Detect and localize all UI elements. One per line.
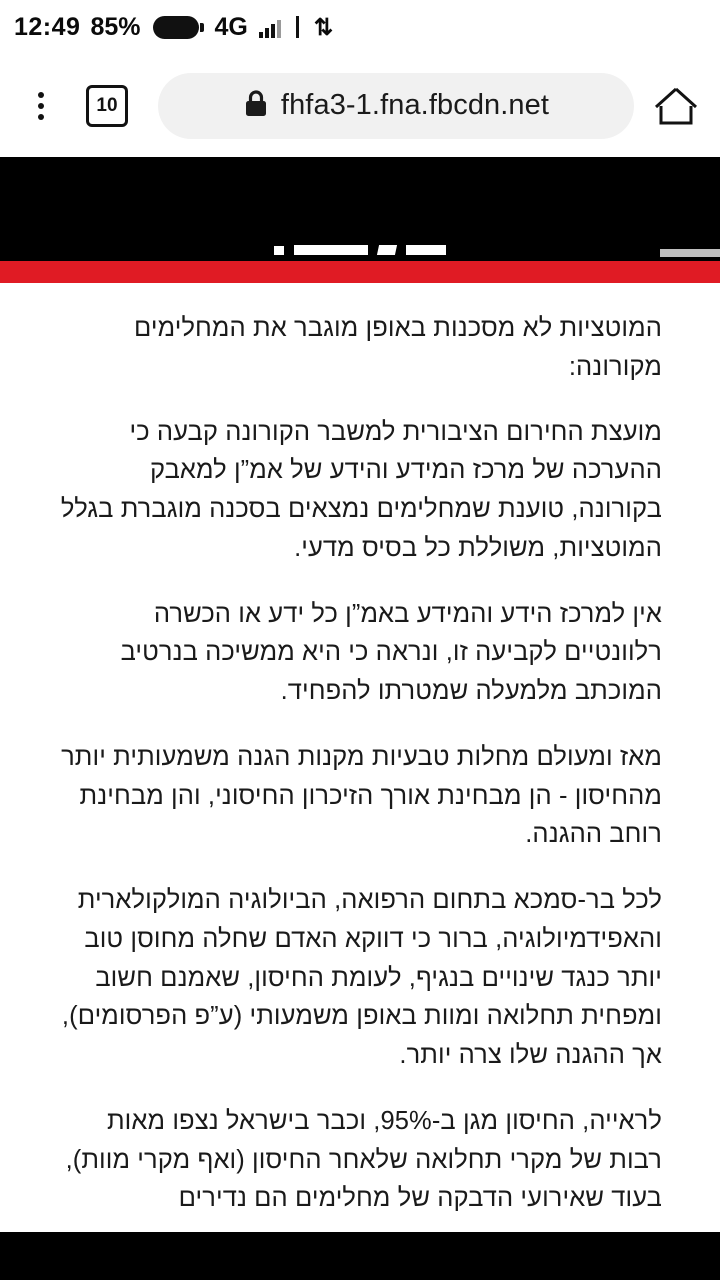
page-letterbox-bottom (0, 1232, 720, 1280)
article-paragraph: לראייה, החיסון מגן ב-95%, וכבר בישראל נצפו מאות רבות של מקרי תחלואה שלאחר החיסון (ואף מקרי מוות), בעוד שאירועי הדבקה של מחלימים הם נדירים (65, 1106, 662, 1213)
article-paragraph: מאז ומעולם מחלות טבעיות מקנות הגנה משמעותית יותר מהחיסון - הן מבחינת אורך הזיכרון החיסוני, והן מבחינת רוחב ההגנה. (61, 742, 662, 849)
battery-full-icon (153, 16, 199, 39)
omnibox[interactable] (158, 73, 634, 139)
tab-count-label: 10 (96, 94, 118, 116)
web-page-viewport[interactable] (0, 157, 720, 1280)
article-paragraph: לכל בר-סמכא בתחום הרפואה, הביולוגיה המולקולארית והאפידמיולוגיה, ברור כי דווקא האדם שחלה מחוסן טוב יותר כנגד שינויים בנגיף, לעומת החיסון, שאמנם חשוב ומפחית תחלואה ומוות באופן משמעותי (ע”פ הפרסומים), אך ההגנה שלו צרה יותר. (61, 886, 662, 1069)
signal-bars-icon (259, 16, 281, 38)
site-brand-band (0, 261, 720, 283)
data-transfer-arrows-icon: ⇅ (313, 13, 334, 40)
masthead-logo-remnant (0, 229, 720, 255)
page-letterbox-top (0, 157, 720, 261)
status-clock: 12:49 (14, 12, 81, 41)
lock-icon (243, 88, 269, 123)
browser-toolbar (0, 54, 720, 157)
signal-divider (296, 16, 299, 38)
status-bar (0, 0, 720, 54)
article-body (0, 283, 720, 1232)
tab-switcher-button[interactable] (86, 85, 128, 127)
network-type-label: 4G (214, 12, 248, 41)
article-paragraph: אין למרכז הידע והמידע באמ”ן כל ידע או הכשרה רלוונטיים לקביעה זו, ונראה כי היא ממשיכה בנרטיב המוכתב מלמעלה שמטרתו להפחיד. (120, 599, 662, 705)
home-icon[interactable] (650, 85, 702, 127)
article-paragraph: מועצת החירום הציבורית למשבר הקורונה קבעה כי ההערכה של מרכז המידע והידע של אמ”ן למאבק בקורונה, טוענת שמחלימים נמצאים בסכנה מוגברת בגלל המוטציות, משוללת כל בסיס מדעי. (60, 417, 662, 562)
battery-percent-label: 85% (90, 12, 141, 41)
masthead-edge-bar (660, 249, 720, 257)
article-paragraph: המוטציות לא מסכנות באופן מוגבר את המחלימים מקורונה: (134, 314, 662, 381)
url-text[interactable]: fhfa3-1.fna.fbcdn.net (280, 89, 550, 121)
overflow-menu-icon[interactable] (14, 79, 68, 133)
